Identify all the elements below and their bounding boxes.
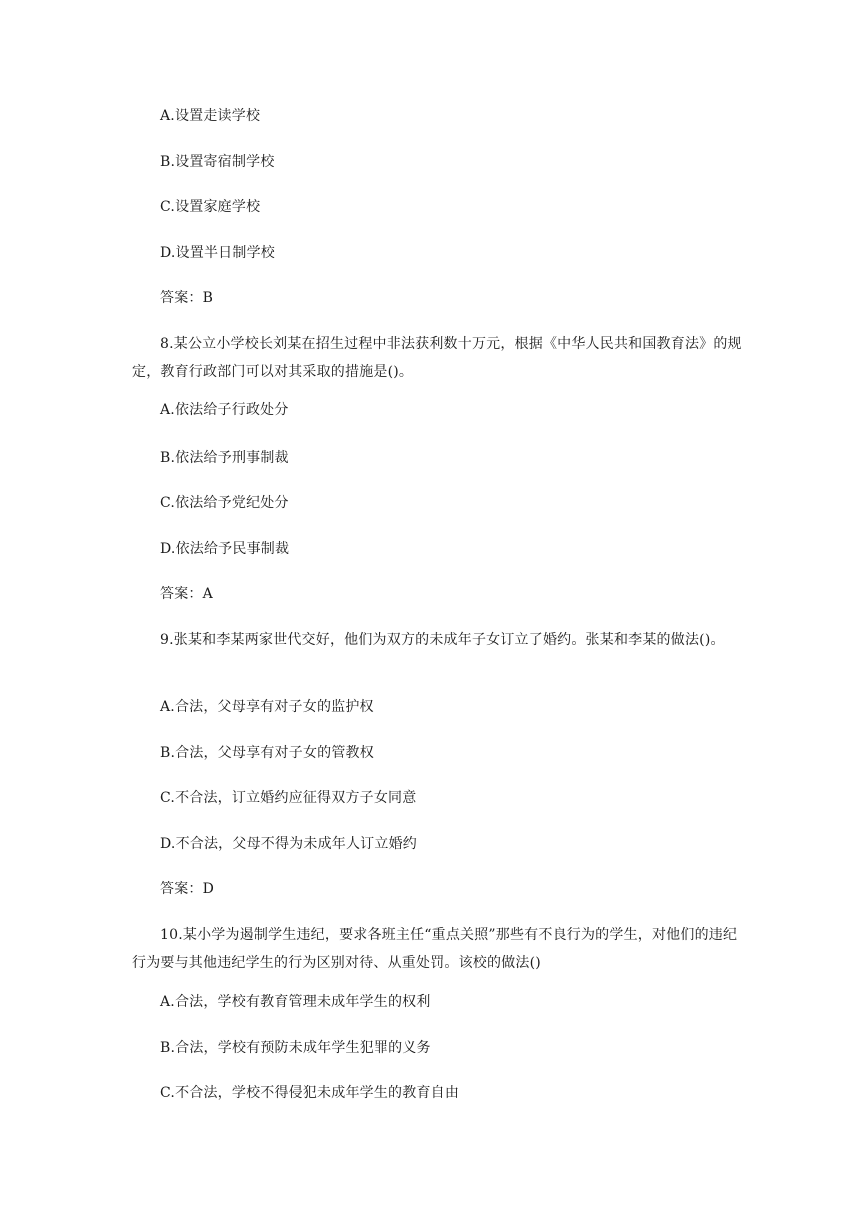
q8-option-b: B.依法给予刑事制裁 bbox=[160, 450, 289, 466]
q8-option-a: A.依法给子行政处分 bbox=[160, 402, 289, 418]
q7-option-b: B.设置寄宿制学校 bbox=[160, 154, 275, 170]
q7-option-d: D.设置半日制学校 bbox=[160, 245, 275, 261]
q8-answer: 答案：A bbox=[160, 586, 213, 602]
q10-stem: 10.某小学为遏制学生违纪，要求各班主任“重点关照”那些有不良行为的学生，对他们的违纪行为要与其他违纪学生的行为区别对待、从重处罚。该校的做法() bbox=[132, 927, 738, 971]
q9-stem: 9.张某和李某两家世代交好，他们为双方的未成年子女订立了婚约。张某和李某的做法()。 bbox=[160, 632, 725, 648]
q7-answer: 答案：B bbox=[160, 290, 214, 306]
q9-option-c: C.不合法，订立婚约应征得双方子女同意 bbox=[160, 790, 417, 806]
q7-option-c: C.设置家庭学校 bbox=[160, 199, 261, 215]
q7-option-a: A.设置走读学校 bbox=[160, 108, 261, 124]
q9-answer: 答案：D bbox=[160, 881, 215, 897]
q8-option-d: D.依法给予民事制裁 bbox=[160, 541, 290, 557]
q9-option-d: D.不合法，父母不得为未成年人订立婚约 bbox=[160, 836, 417, 852]
q9-option-b: B.合法，父母享有对子女的管教权 bbox=[160, 745, 374, 761]
q8-option-c: C.依法给予党纪处分 bbox=[160, 495, 289, 511]
q10-option-c: C.不合法，学校不得侵犯未成年学生的教育自由 bbox=[160, 1085, 460, 1101]
q10-option-b: B.合法，学校有预防未成年学生犯罪的义务 bbox=[160, 1040, 431, 1056]
q8-stem: 8.某公立小学校长刘某在招生过程中非法获利数十万元，根据《中华人民共和国教育法》的规定，教育行政部门可以对其采取的措施是()。 bbox=[132, 336, 742, 380]
q10-option-a: A.合法，学校有教育管理未成年学生的权利 bbox=[160, 994, 431, 1010]
q9-option-a: A.合法，父母享有对子女的监护权 bbox=[160, 699, 374, 715]
